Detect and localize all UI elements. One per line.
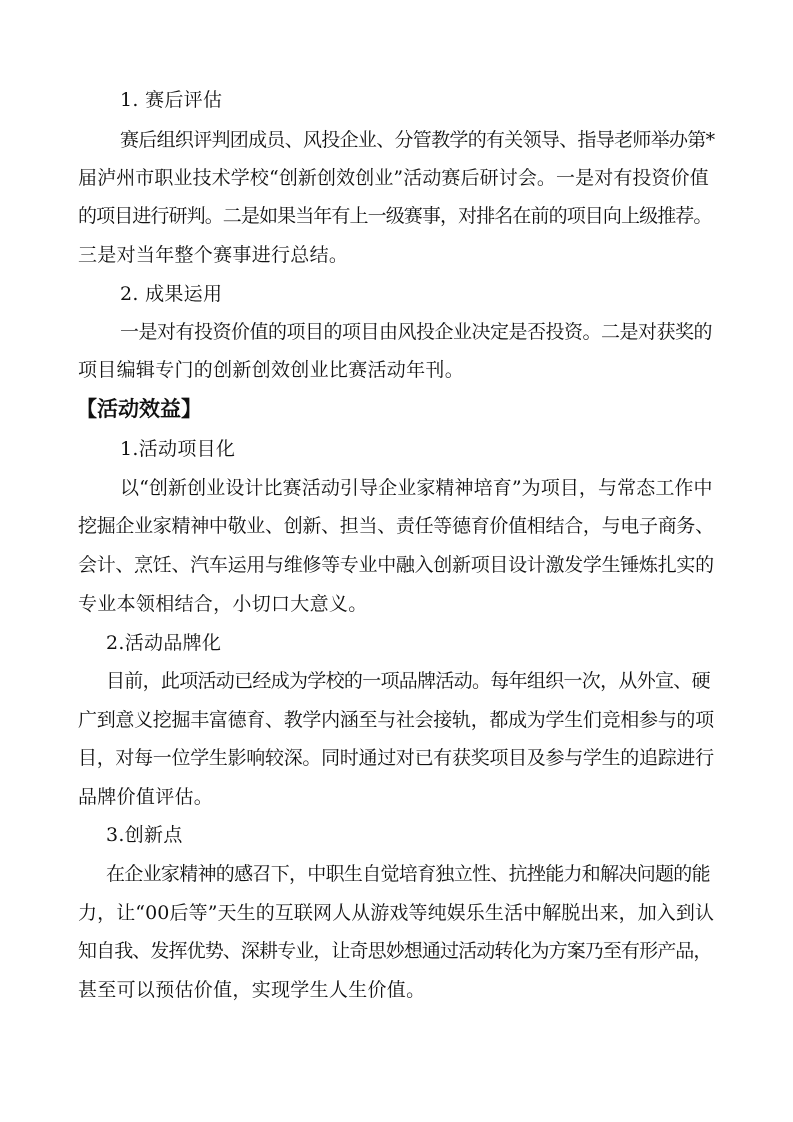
paragraph-line: 专业本领相结合，小切口大意义。 (78, 593, 368, 615)
paragraph-line: 在企业家精神的感召下，中职生自觉培育独立性、抗挫能力和解决问题的能 (106, 863, 710, 885)
paragraph-line: 广到意义挖掘丰富德育、教学内涵至与社会接轨，都成为学生们竞相参与的项 (78, 709, 714, 731)
paragraph-line: 三是对当年整个赛事进行总结。 (78, 244, 349, 266)
paragraph-line: 届泸州市职业技术学校“创新创效创业”活动赛后研讨会。一是对有投资价值 (78, 167, 709, 189)
paragraph-line: 的项目进行研判。二是如果当年有上一级赛事，对排名在前的项目向上级推荐。 (78, 205, 712, 227)
paragraph-line: 会计、烹饪、汽车运用与维修等专业中融入创新项目设计激发学生锤炼扎实的 (78, 554, 714, 576)
paragraph-line: 挖掘企业家精神中敬业、创新、担当、责任等德育价值相结合，与电子商务、 (78, 515, 714, 537)
paragraph-line: 赛后组织评判团成员、风投企业、分管教学的有关领导、指导老师举办第* (120, 129, 715, 151)
paragraph-line: 目前，此项活动已经成为学校的一项品牌活动。每年组织一次，从外宣、硬 (106, 670, 710, 692)
paragraph-line: 力，让“00后等”天生的互联网人从游戏等纯娱乐生活中解脱出来，加入到认 (78, 902, 715, 924)
benefits-title: 【活动效益】 (76, 397, 202, 421)
subsection-heading-innovation: 3.创新点 (106, 824, 183, 846)
subsection-heading-projectization: 1.活动项目化 (120, 438, 236, 460)
paragraph-line: 目，对每一位学生影响较深。同时通过对已有获奖项目及参与学生的追踪进行 (78, 747, 714, 769)
paragraph-line: 品牌价值评估。 (78, 786, 214, 808)
paragraph-line: 知自我、发挥优势、深耕专业，让奇思妙想通过活动转化为方案乃至有形产品， (78, 940, 712, 962)
section-heading-application: 2. 成果运用 (120, 283, 223, 305)
paragraph-line: 项目编辑专门的创新创效创业比赛活动年刊。 (78, 359, 465, 381)
paragraph-line: 一是对有投资价值的项目的项目由风投企业决定是否投资。二是对获奖的 (120, 321, 713, 343)
subsection-heading-branding: 2.活动品牌化 (106, 632, 222, 654)
section-heading-evaluation: 1. 赛后评估 (120, 89, 223, 111)
paragraph-line: 以“创新创业设计比赛活动引导企业家精神培育”为项目，与常态工作中 (120, 477, 713, 499)
paragraph-line: 甚至可以预估价值，实现学生人生价值。 (78, 979, 426, 1001)
